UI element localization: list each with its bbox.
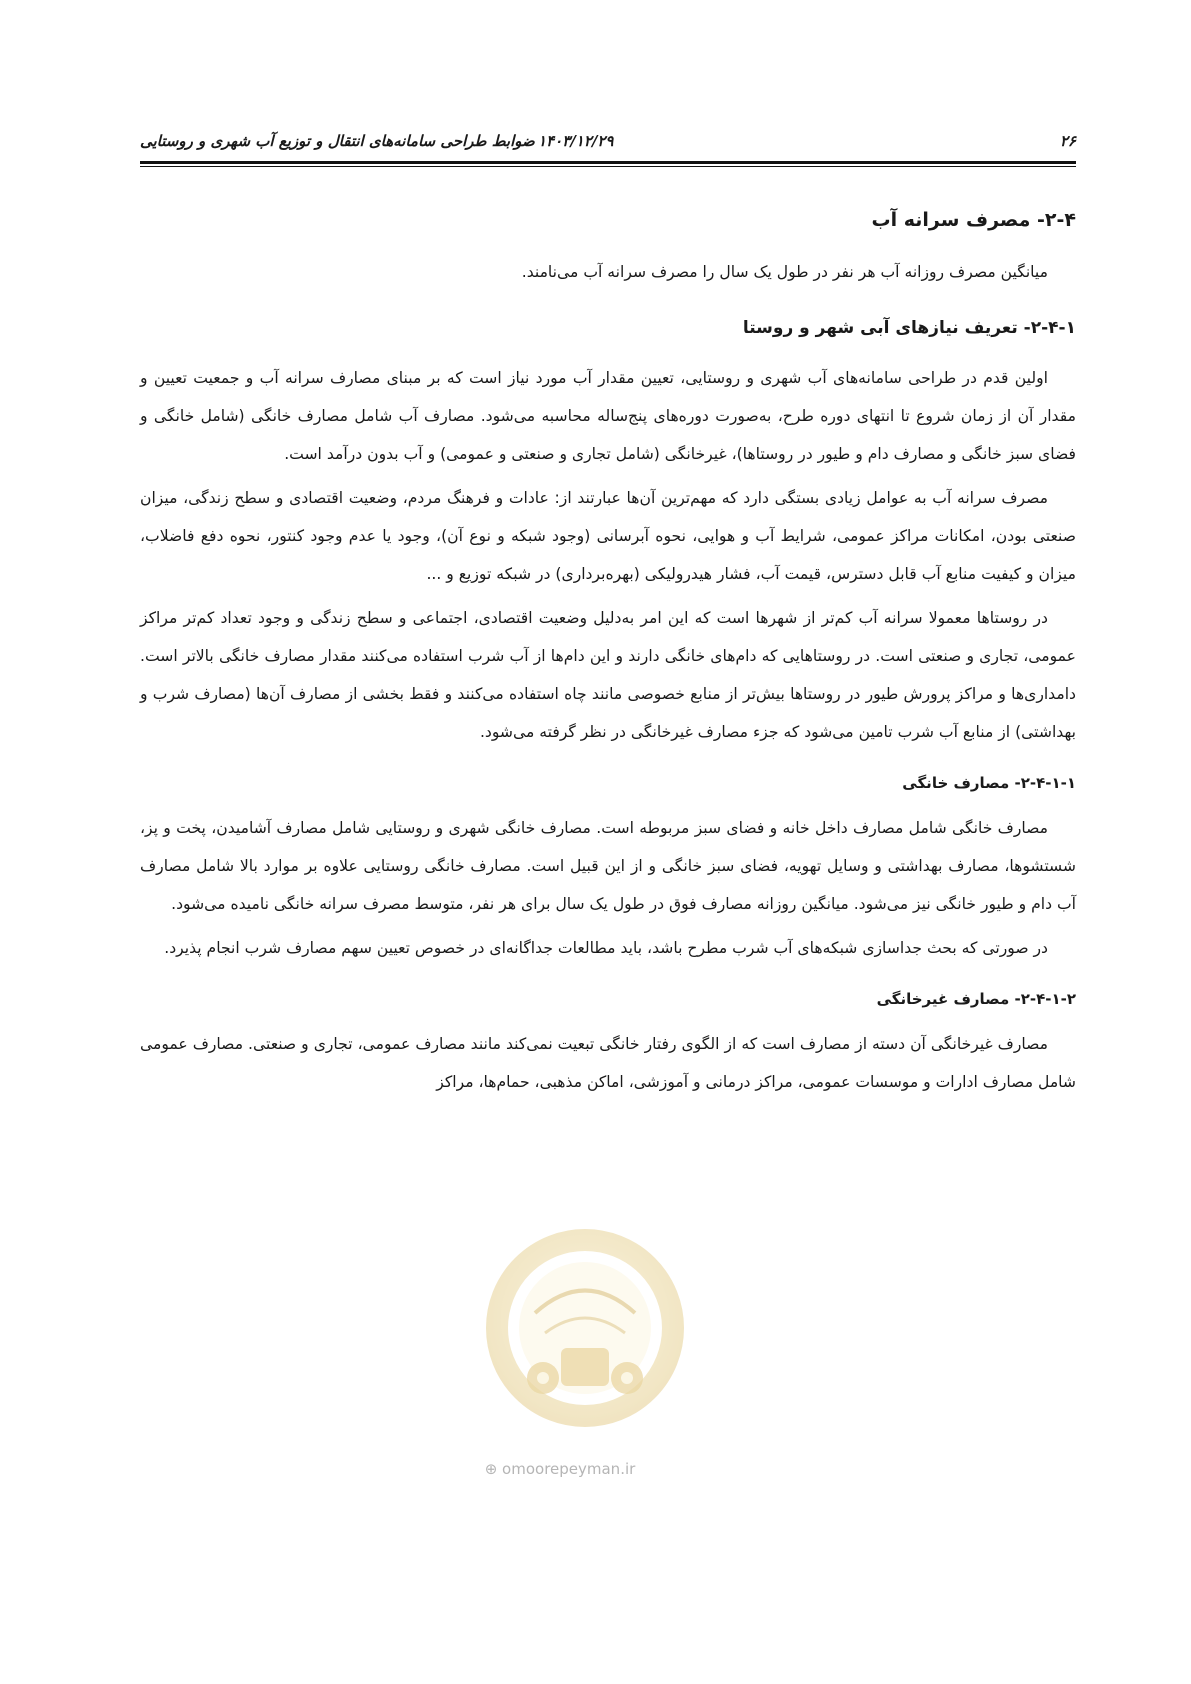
paragraph: مصارف غیرخانگی آن دسته از مصارف است که از الگوی رفتار خانگی تبعیت نمی‌کند مانند مصارف عمومی، تجاری و صنعتی. مصارف عمومی شامل مصارف ادارات و موسسات عمومی، مراکز درمانی و آموزشی، اماکن مذهبی، حمام‌ها، مراکز (140, 1035, 1076, 1091)
subsection-heading: ۲-۴-۱- تعریف نیازهای آبی شهر و روستا (742, 318, 1076, 338)
globe-icon: ⊕ (484, 1460, 498, 1478)
paragraph: مصرف سرانه آب به عوامل زیادی بستگی دارد که مهم‌ترین آن‌ها عبارتند از: عادات و فرهنگ مردم، وضعیت اقتصادی و سطح زندگی، میزان صنعتی بودن، امکانات مراکز عمومی، شرایط آب و هوایی، نحوه آبرسانی (وجود شبکه و نوع آن)، وجود یا عدم وجود کنتور، نحوه دفع فاضلاب، میزان و کیفیت منابع آب قابل دسترس، قیمت آب، فشار هیدرولیکی (بهره‌برداری) در شبکه توزیع و ... (140, 489, 1076, 583)
watermark-url: ⊕ omoorepeyman.ir (484, 1460, 636, 1478)
header-rule-thin (140, 166, 1076, 167)
non-domestic-heading: ۲-۴-۱-۲- مصارف غیرخانگی (876, 990, 1076, 1008)
section-intro: میانگین مصرف روزانه آب هر نفر در طول یک سال را مصرف سرانه آب می‌نامند. (521, 263, 1048, 281)
domestic-heading: ۲-۴-۱-۱- مصارف خانگی (902, 774, 1076, 792)
header-title: ضوابط طراحی سامانه‌های انتقال و توزیع آب شهری و روستایی (140, 132, 535, 150)
header-date: ۱۴۰۳/۱۲/۲۹ (538, 132, 614, 150)
section-heading: ۲-۴- مصرف سرانه آب (871, 209, 1076, 231)
page-number: ۲۶ (1059, 132, 1076, 150)
page-content (140, 205, 1076, 1107)
paragraph: در روستاها معمولا سرانه آب کم‌تر از شهرها است که این امر به‌دلیل وضعیت اقتصادی، اجتماعی و سطح زندگی و وجود تعداد کم‌تر مراکز عمومی، تجاری و صنعتی است. در روستاهایی که دام‌های خانگی دارند و این دام‌ها از آب شرب استفاده می‌کنند مقدار مصارف خانگی بالاتر است. دامداری‌ها و مراکز پرورش طیور در روستاها بیش‌تر از منابع خصوصی مانند چاه استفاده می‌کنند و فقط بخشی از مصارف آن‌ها (مصارف شرب و بهداشتی) از منابع آب شرب تامین می‌شود که جزء مصارف غیرخانگی در نظر گرفته می‌شود. (140, 609, 1076, 741)
paragraph: اولین قدم در طراحی سامانه‌های آب شهری و روستایی، تعیین مقدار آب مورد نیاز است که بر مبنای مصارف سرانه آب و جمعیت تعیین و مقدار آن از زمان شروع تا انتهای دوره طرح، به‌صورت دوره‌های پنج‌ساله محاسبه می‌شود. مصارف آب شامل مصارف خانگی (شامل خانگی و فضای سبز خانگی و مصارف دام و طیور در روستاها)، غیرخانگی (شامل تجاری و صنعتی و عمومی) و آب بدون درآمد است. (140, 369, 1076, 463)
paragraph: مصارف خانگی شامل مصارف داخل خانه و فضای سبز مربوطه است. مصارف خانگی شهری و روستایی شامل مصارف آشامیدن، پخت و پز، شستشوها، مصارف بهداشتی و وسایل تهویه، فضای سبز خانگی و از این قبیل است. مصارف خانگی روستایی علاوه بر موارد بالا شامل مصارف آب دام و طیور خانگی نیز می‌شود. میانگین روزانه مصارف فوق در طول یک سال برای هر نفر، متوسط مصرف سرانه خانگی نامیده می‌شود. (140, 819, 1076, 913)
paragraph: در صورتی که بحث جداسازی شبکه‌های آب شرب مطرح باشد، باید مطالعات جداگانه‌ای در خصوص تعیین سهم مصارف شرب انجام پذیرد. (164, 939, 1048, 957)
header-rule (140, 161, 1076, 164)
watermark-logo (465, 1228, 705, 1468)
running-header (140, 128, 1076, 156)
